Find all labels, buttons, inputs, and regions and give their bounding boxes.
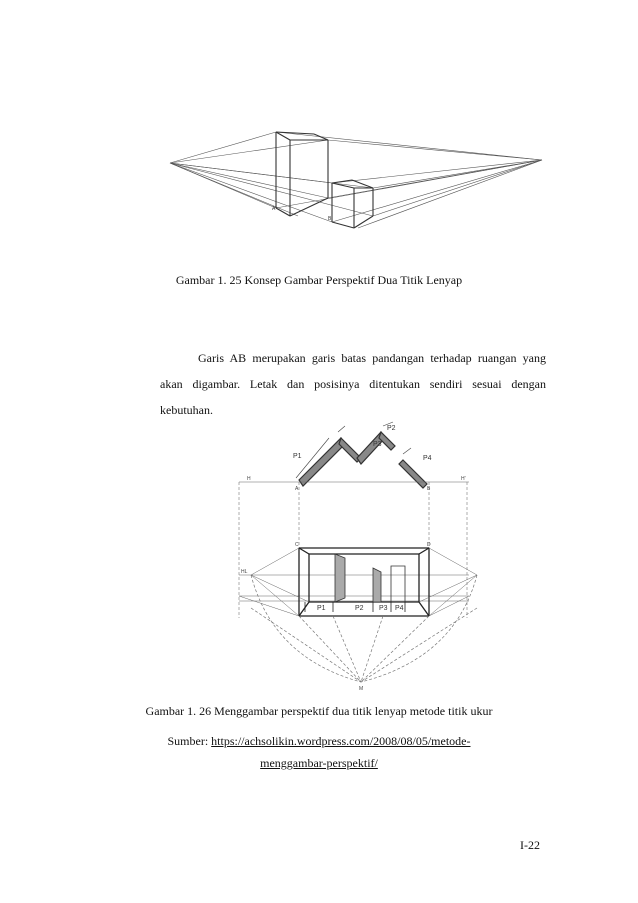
- label-a: A: [295, 486, 299, 492]
- label-hl: HL: [241, 569, 248, 575]
- point-a-label: A: [272, 206, 276, 212]
- label-d: D: [427, 542, 431, 548]
- paragraph-line: akan digambar. Letak dan posisinya ditentukan sendiri sesuai dengan: [160, 377, 546, 391]
- label-p1: P1: [293, 453, 302, 460]
- label-b: B: [427, 486, 431, 492]
- page-number: I-22: [520, 838, 540, 852]
- paragraph-line: Garis AB merupakan garis batas pandangan terhadap ruangan yang: [198, 351, 546, 365]
- body-paragraph: [160, 345, 546, 423]
- measuring-point-method-figure: [233, 418, 495, 690]
- two-point-perspective-figure: [168, 128, 544, 238]
- point-b-label: B: [328, 216, 332, 222]
- label-h-right: H': [461, 476, 466, 482]
- label-p2-bottom: P2: [355, 605, 364, 612]
- source-link-part2[interactable]: menggambar-perspektif/: [260, 756, 378, 770]
- label-c: C: [295, 542, 299, 548]
- label-p2: P2: [387, 425, 396, 432]
- figure2-caption: Gambar 1. 26 Menggambar perspektif dua titik lenyap metode titik ukur: [145, 704, 493, 718]
- label-p4-bottom: P4: [395, 605, 404, 612]
- label-p3: P3: [373, 441, 382, 448]
- label-m: M: [359, 686, 364, 690]
- paragraph-line: kebutuhan.: [160, 403, 213, 417]
- label-p3-bottom: P3: [379, 605, 388, 612]
- source-link-part1[interactable]: https://achsolikin.wordpress.com/2008/08/05/metode-: [211, 734, 471, 748]
- figure1-caption: Gambar 1. 25 Konsep Gambar Perspektif Dua Titik Lenyap: [175, 273, 463, 287]
- label-p4: P4: [423, 455, 432, 462]
- label-h-left: H: [247, 476, 251, 482]
- source-citation: [0, 730, 638, 774]
- source-prefix: Sumber:: [167, 734, 212, 748]
- label-p1-bottom: P1: [317, 605, 326, 612]
